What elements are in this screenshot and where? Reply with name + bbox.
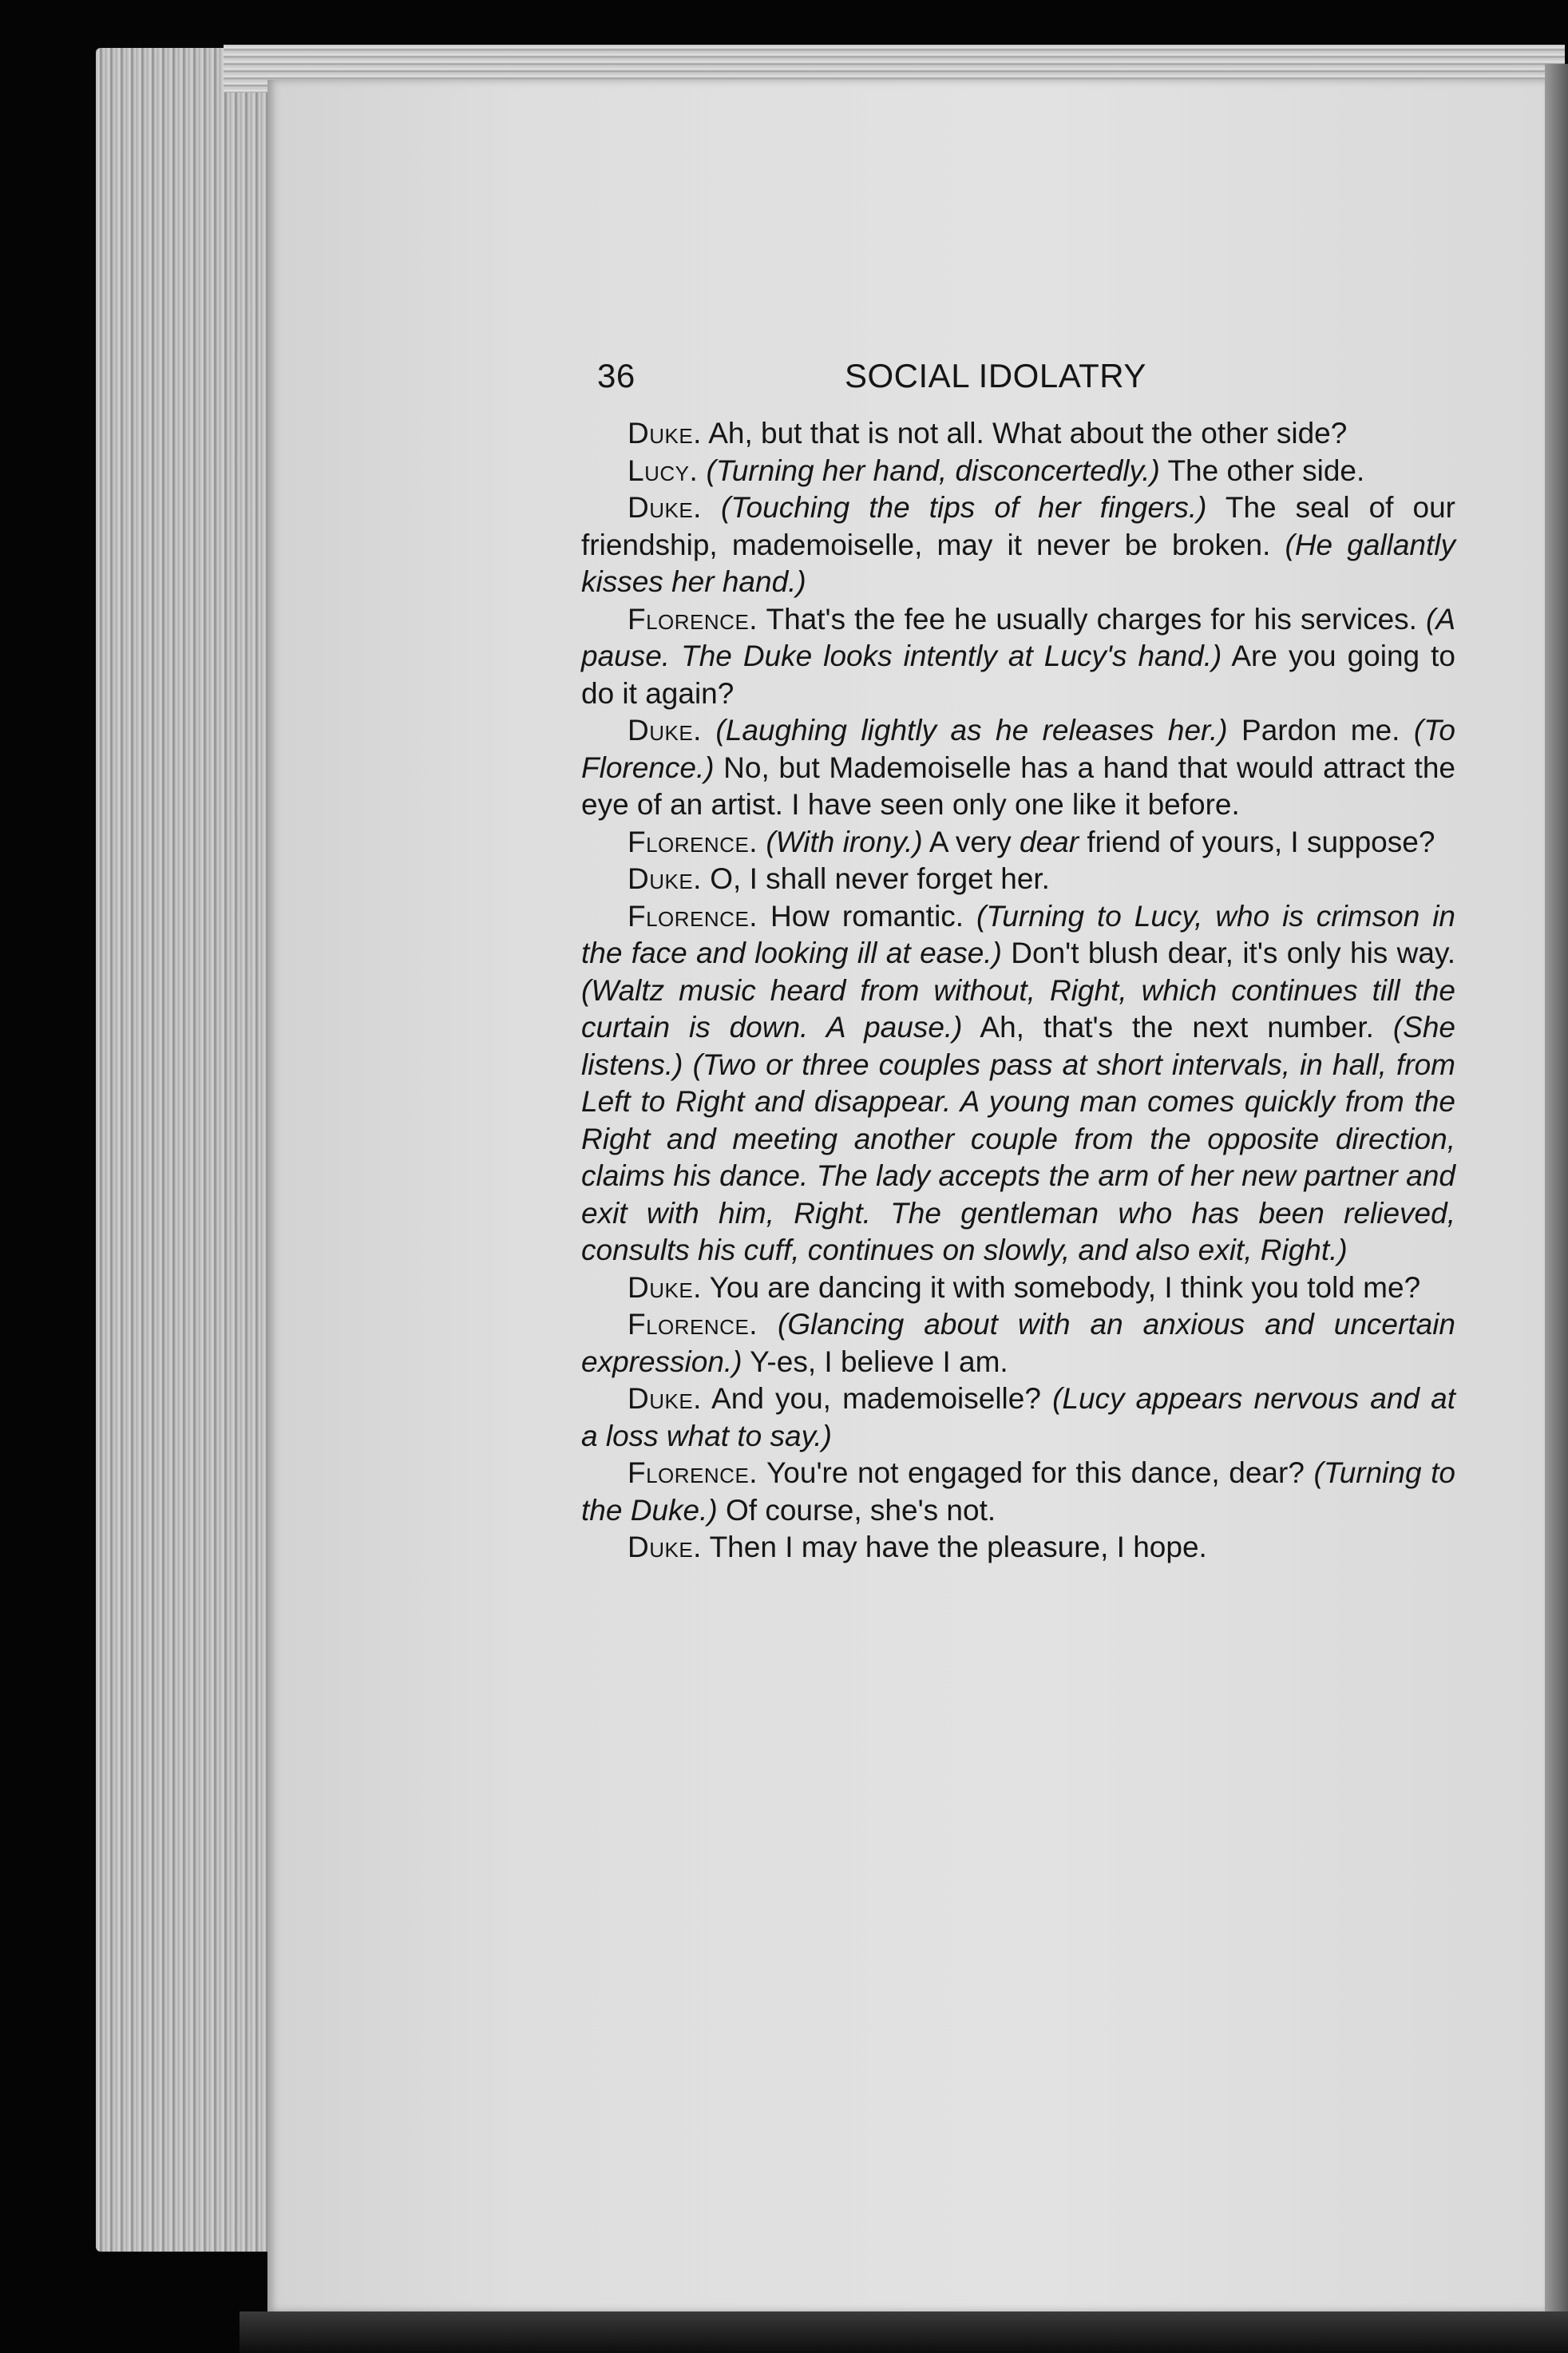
speaker-name: Duke. [628, 417, 702, 450]
dialogue-text [758, 826, 766, 858]
speech-paragraph [581, 1270, 1455, 1307]
speech-paragraph [581, 861, 1455, 898]
dialogue-text: Pardon me. [1227, 714, 1414, 747]
dialogue-text: Don't blush dear, it's only his way. [1001, 937, 1455, 969]
dialogue-text: That's the fee he usually charges for his services. [758, 602, 1426, 636]
speaker-name: Florence. [628, 1456, 758, 1489]
stage-direction: (To Florence.) [581, 714, 1456, 784]
stacked-page-edges [96, 48, 287, 2252]
stage-direction: (He gallantly kisses her hand.) [581, 528, 1455, 598]
dialogue-text: A very [922, 825, 1020, 858]
dialogue-text [698, 454, 706, 487]
dialogue [581, 415, 1455, 1567]
dialogue-text: The seal of our friendship, mademoiselle, may it never be broken. [581, 491, 1455, 561]
stage-direction: (She listens.) (Two or three couples pass at short intervals, in hall, from Left to Right and disappear. A young man comes quickly from the Right and meeting another couple from the opposite direction, claims his dance. The lady accepts the arm of her new partner and exit with him, Right. The gentleman who has been relieved, consults his cuff, continues on slowly, and also exit, Right.) [581, 1011, 1455, 1266]
speaker-name: Florence. [628, 602, 758, 636]
stage-direction: (Turning to Lucy, who is crimson in the face and looking ill at ease.) [581, 899, 1456, 969]
speaker-name: Duke. [628, 862, 702, 895]
speech-paragraph [581, 1381, 1455, 1455]
speech-paragraph [581, 712, 1455, 824]
dialogue-text: Then I may have the pleasure, I hope. [701, 1531, 1207, 1563]
running-title: SOCIAL IDOLATRY [845, 357, 1146, 394]
page-header [581, 358, 1455, 410]
stage-direction: (Glancing about with an anxious and uncertain expression.) [581, 1308, 1455, 1378]
speaker-name: Florence. [628, 899, 758, 933]
speech-paragraph [581, 415, 1455, 453]
right-shadow [1545, 64, 1568, 2339]
dialogue-text: How romantic. [758, 899, 977, 933]
speaker-name: Duke. [628, 1270, 702, 1304]
stage-direction: (Lucy appears nervous and at a loss what to say.) [581, 1382, 1455, 1452]
speaker-name: Duke. [628, 714, 702, 747]
dialogue-text: Y-es, I believe I am. [742, 1345, 1008, 1378]
stage-direction: (Turning to the Duke.) [581, 1456, 1455, 1527]
dialogue-text: friend of yours, I suppose? [1079, 825, 1435, 858]
speaker-name: Florence. [628, 1308, 758, 1341]
stage-direction: (Turning her hand, disconcertedly.) [706, 454, 1160, 487]
speaker-name: Lucy. [628, 454, 699, 487]
stage-direction: dear [1020, 825, 1079, 858]
speaker-name: Duke. [628, 1382, 702, 1415]
dialogue-text: O, I shall never forget her. [701, 862, 1050, 895]
dialogue-text: The other side. [1159, 454, 1365, 487]
dialogue-text: You are dancing it with somebody, I think you told me? [701, 1270, 1421, 1304]
bottom-shadow [240, 2311, 1568, 2353]
dialogue-text: Ah, but that is not all. What about the other side? [701, 417, 1348, 450]
dialogue-text [758, 1308, 778, 1341]
speech-paragraph [581, 824, 1455, 862]
dialogue-text: Ah, that's the next number. [962, 1011, 1393, 1044]
speaker-name: Duke. [628, 1531, 702, 1563]
stage-direction: (Laughing lightly as he releases her.) [715, 714, 1228, 747]
speech-paragraph [581, 1529, 1455, 1567]
speech-paragraph [581, 453, 1455, 490]
speech-paragraph [581, 1306, 1455, 1381]
speech-paragraph [581, 489, 1455, 601]
page-text [581, 358, 1455, 1567]
dialogue-text: And you, mademoiselle? [701, 1382, 1053, 1415]
dialogue-text: Are you going to do it again? [581, 640, 1456, 710]
speech-paragraph [581, 1455, 1455, 1529]
dialogue-text: Of course, she's not. [717, 1493, 996, 1527]
stage-direction: (With irony.) [766, 825, 923, 858]
dialogue-text [702, 714, 715, 747]
speaker-name: Florence. [628, 825, 758, 858]
dialogue-text: No, but Mademoiselle has a hand that would attract the eye of an artist. I have seen only one like it before. [581, 751, 1455, 821]
page-number: 36 [597, 357, 636, 394]
speech-paragraph [581, 898, 1455, 1270]
stage-direction: (Touching the tips of her fingers.) [721, 491, 1207, 524]
dialogue-text [702, 491, 721, 524]
speech-paragraph [581, 601, 1455, 713]
stage-direction: (Waltz music heard from without, Right, which continues till the curtain is down. A pause.) [581, 973, 1455, 1044]
speaker-name: Duke. [628, 491, 702, 524]
stage-direction: (A pause. The Duke looks intently at Lucy's hand.) [581, 602, 1455, 672]
dialogue-text: You're not engaged for this dance, dear? [758, 1456, 1314, 1489]
